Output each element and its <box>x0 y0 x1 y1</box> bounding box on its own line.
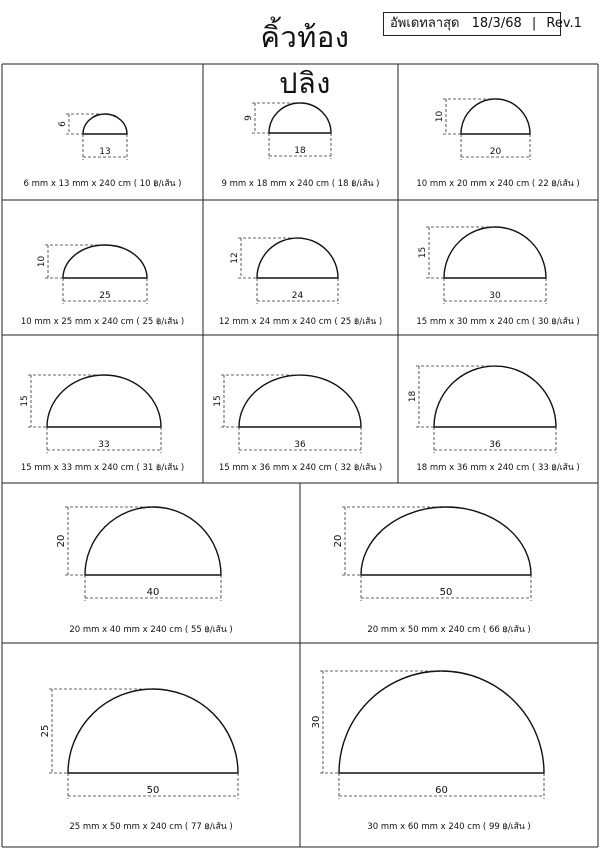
profile-shape <box>461 99 530 134</box>
height-label: 18 <box>408 390 418 403</box>
width-label: 36 <box>489 440 501 450</box>
profile-shape <box>434 366 556 427</box>
profile-caption: 15 mm x 30 mm x 240 cm ( 30 ฿/เส้น ) <box>416 317 580 327</box>
profile-caption: 12 mm x 24 mm x 240 cm ( 25 ฿/เส้น ) <box>218 317 383 327</box>
profile-shape <box>444 227 546 278</box>
profile-cell <box>2 335 203 483</box>
width-label: 18 <box>294 146 306 156</box>
profile-cell <box>398 64 598 200</box>
height-label: 10 <box>435 110 445 123</box>
width-label: 30 <box>489 291 501 301</box>
revision-label: Rev.1 <box>546 16 582 31</box>
profile-caption: 20 mm x 40 mm x 240 cm ( 55 ฿/เส้น ) <box>69 625 233 635</box>
width-label: 60 <box>435 785 448 796</box>
profile-cell <box>203 335 398 483</box>
width-label: 40 <box>146 587 160 598</box>
profile-cell <box>203 200 398 335</box>
height-label: 6 <box>58 121 68 127</box>
width-label: 25 <box>99 291 111 301</box>
profile-shape <box>339 671 544 773</box>
width-label: 20 <box>489 147 502 157</box>
profile-shape <box>361 507 531 575</box>
profile-shape <box>239 375 361 427</box>
profile-shape <box>83 114 127 134</box>
profile-drawing <box>300 643 598 847</box>
profile-shape <box>269 103 331 133</box>
page-title: คิ้วท้องปลิง <box>260 20 350 100</box>
profile-cell <box>203 64 398 200</box>
height-label: 20 <box>56 534 67 548</box>
profile-caption: 18 mm x 36 mm x 240 cm ( 33 ฿/เส้น ) <box>416 463 580 473</box>
width-label: 36 <box>294 440 306 450</box>
profile-caption: 9 mm x 18 mm x 240 cm ( 18 ฿/เส้น ) <box>221 179 380 189</box>
height-label: 15 <box>213 395 223 407</box>
separator: | <box>531 16 537 31</box>
height-label: 25 <box>40 724 51 738</box>
width-label: 50 <box>439 587 453 598</box>
profile-cell <box>2 483 300 643</box>
profile-drawing <box>2 643 300 847</box>
update-info <box>383 12 582 36</box>
update-label: อัพเดทลาสุด <box>390 16 460 31</box>
profile-caption: 30 mm x 60 mm x 240 cm ( 99 ฿/เส้น ) <box>367 822 531 832</box>
profile-cell <box>2 643 300 847</box>
height-label: 15 <box>20 395 30 407</box>
profile-caption: 25 mm x 50 mm x 240 cm ( 77 ฿/เส้น ) <box>69 822 233 832</box>
width-label: 13 <box>99 147 111 157</box>
profile-shape <box>63 245 147 278</box>
profile-caption: 15 mm x 36 mm x 240 cm ( 32 ฿/เส้น ) <box>218 463 383 473</box>
profile-caption: 15 mm x 33 mm x 240 cm ( 31 ฿/เส้น ) <box>20 463 185 473</box>
height-label: 10 <box>37 255 47 268</box>
profile-cell <box>300 483 598 643</box>
profile-cell <box>2 64 203 200</box>
profile-cell <box>398 200 598 335</box>
profile-shape <box>47 375 161 427</box>
profile-drawing <box>300 483 598 643</box>
height-label: 9 <box>244 115 254 121</box>
height-label: 20 <box>333 534 344 548</box>
profile-shape <box>68 689 238 773</box>
profile-cell <box>300 643 598 847</box>
width-label: 33 <box>98 440 110 450</box>
height-label: 12 <box>230 252 240 264</box>
height-label: 15 <box>418 246 428 259</box>
width-label: 24 <box>291 291 304 301</box>
height-label: 30 <box>311 715 322 729</box>
profile-cell <box>398 335 598 483</box>
profile-shape <box>85 507 221 575</box>
width-label: 50 <box>146 785 160 796</box>
profile-caption: 20 mm x 50 mm x 240 cm ( 66 ฿/เส้น ) <box>367 625 531 635</box>
profile-cell <box>2 200 203 335</box>
profile-caption: 6 mm x 13 mm x 240 cm ( 10 ฿/เส้น ) <box>23 179 182 189</box>
profile-shape <box>257 238 338 278</box>
profile-caption: 10 mm x 25 mm x 240 cm ( 25 ฿/เส้น ) <box>20 317 185 327</box>
update-date: 18/3/68 <box>471 16 522 31</box>
profile-drawing <box>2 483 300 643</box>
profile-caption: 10 mm x 20 mm x 240 cm ( 22 ฿/เส้น ) <box>416 179 580 189</box>
